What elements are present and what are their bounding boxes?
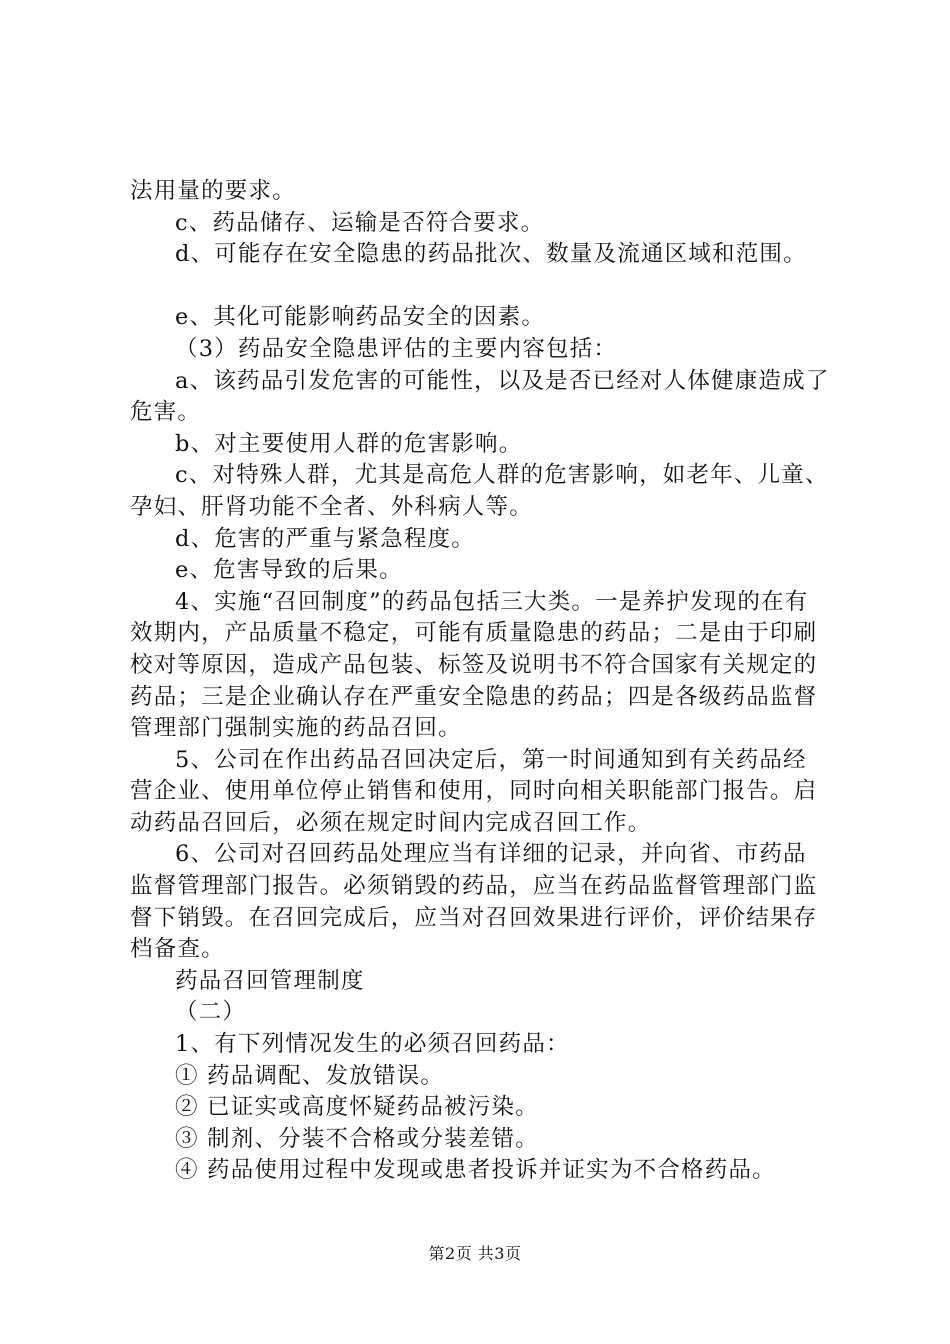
paragraph: d、危害的严重与紧急程度。 (175, 525, 476, 552)
paragraph: d、可能存在安全隐患的药品批次、数量及流通区域和范围。 (175, 241, 807, 268)
paragraph: 1、有下列情况发生的必须召回药品： (175, 1031, 570, 1058)
paragraph: a、该药品引发危害的可能性，以及是否已经对人体健康造成了危害。 (130, 367, 830, 426)
paragraph: ④ 药品使用过程中发现或患者投诉并证实为不合格药品。 (175, 1157, 776, 1184)
paragraph: e、其化可能影响药品安全的因素。 (175, 304, 546, 331)
paragraph: b、对主要使用人群的危害影响。 (175, 430, 523, 457)
paragraph: ① 药品调配、发放错误。 (175, 1062, 445, 1089)
paragraph: （二） (175, 999, 247, 1026)
page-footer: 第2页 共3页 (428, 1244, 522, 1263)
paragraph-spacer (130, 271, 830, 303)
paragraph: c、对特殊人群，尤其是高危人群的危害影响，如老年、儿童、孕妇、肝肾功能不全者、外科病人等。 (130, 462, 829, 520)
paragraph: 法用量的要求。 (130, 178, 296, 204)
paragraph: ② 已证实或高度怀疑药品被污染。 (175, 1094, 539, 1121)
paragraph: 5、公司在作出药品召回决定后，第一时间通知到有关药品经营企业、使用单位停止销售和使用，同时向相关职能部门报告。启动药品召回后，必须在规定时间内完成召回工作。 (130, 746, 818, 836)
paragraph: 4、实施“召回制度”的药品包括三大类。一是养护发现的在有效期内，产品质量不稳定，可能有质量隐患的药品；二是由于印刷校对等原因，造成产品包装、标签及说明书不符合国家有关规定的药品；三是企业确认存在严重安全隐患的药品；四是各级药品监督管理部门强制实施的药品召回。 (130, 588, 818, 742)
paragraph: ③ 制剂、分装不合格或分装差错。 (175, 1125, 539, 1152)
paragraph: 药品召回管理制度 (175, 967, 365, 994)
paragraph: （3）药品安全隐患评估的主要内容包括： (175, 335, 618, 362)
document-body (130, 176, 830, 1187)
paragraph: c、药品储存、运输是否符合要求。 (175, 209, 545, 236)
paragraph: 6、公司对召回药品处理应当有详细的记录，并向省、市药品监督管理部门报告。必须销毁的药品，应当在药品监督管理部门监督下销毁。在召回完成后，应当对召回效果进行评价，评价结果存档备查。 (130, 841, 818, 963)
paragraph: e、危害导致的后果。 (175, 557, 403, 584)
